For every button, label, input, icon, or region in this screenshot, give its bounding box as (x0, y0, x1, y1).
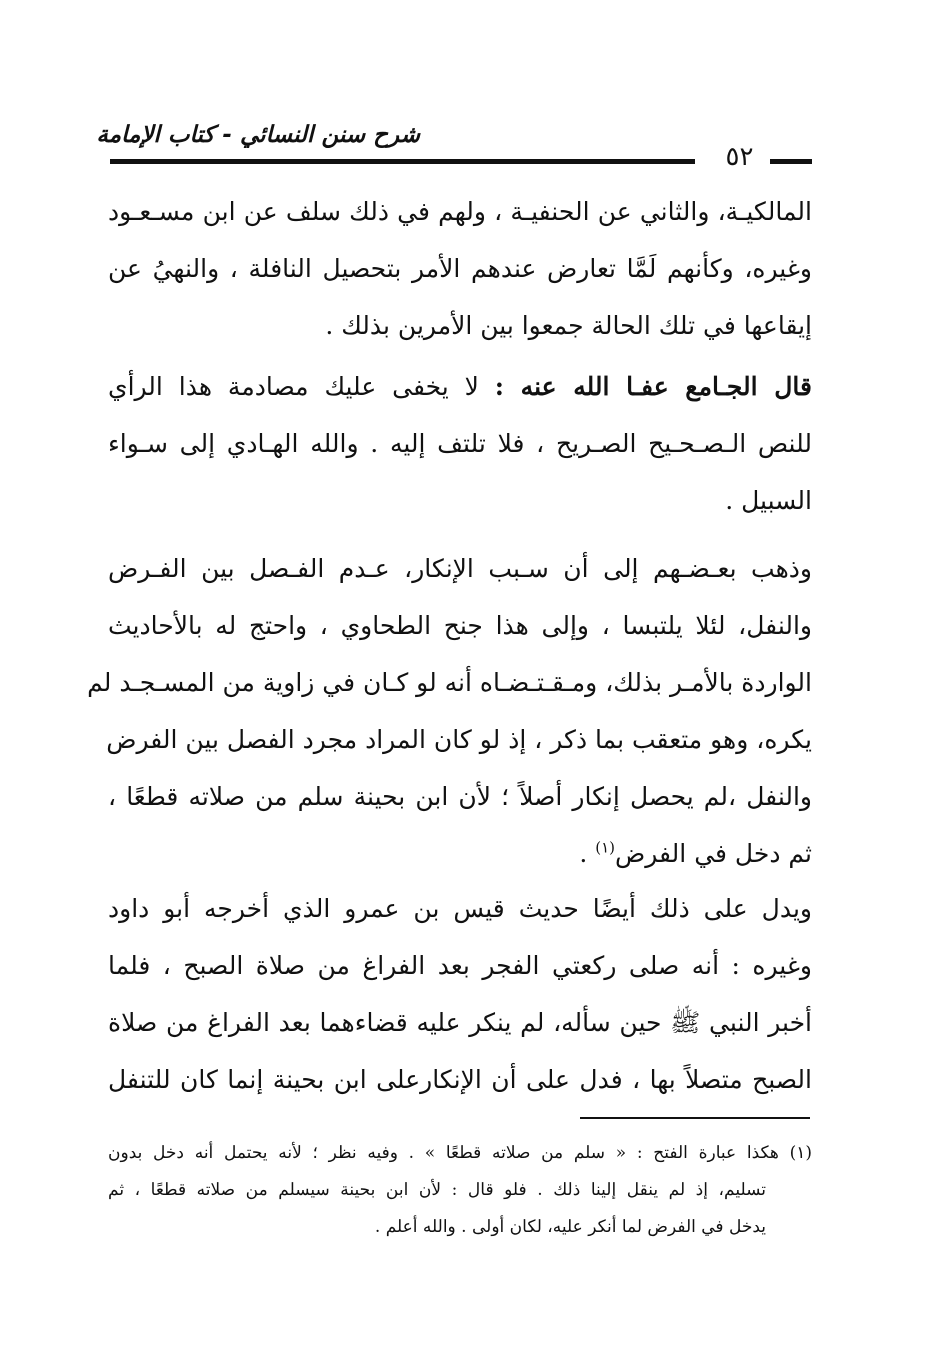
page-number: ٥٢ (725, 142, 754, 172)
text-line-start: ثم دخل في الفرض (615, 839, 812, 868)
text-line: المالكيـة، والثاني عن الحنفيـة ، ولهم في ذلك سلف عن ابن مسـعـود (108, 197, 812, 226)
text-line: إيقاعها في تلك الحالة جمعوا بين الأمرين بذلك . (325, 311, 812, 340)
footnote (108, 1135, 812, 1246)
text-line: والنفل، لئلا يلتبسا ، وإلى هذا جنح الطحاوي ، واحتج له بالأحاديث (108, 611, 812, 640)
speaker-label: قال الجـامع عفـا الله عنه : (494, 372, 812, 401)
text-line-end: . (579, 839, 596, 868)
footnote-line: تسليم، إذ لم ينقل إلينا ذلك . فلو قال : لأن ابن بحينة سيسلم من صلاته قطعًا ، ثم (108, 1180, 766, 1200)
text-line: وغيره، وكأنهم لَمَّا تعارض عندهم الأمر بتحصيل النافلة ، والنهيُ عن (108, 254, 812, 283)
text-line: ويدل على ذلك أيضًا حديث قيس بن عمرو الذي أخرجه أبو داود (108, 894, 812, 923)
text-line: السبيل . (725, 486, 812, 515)
footnote-rule (580, 1117, 810, 1119)
footnote-reference[interactable]: (١) (595, 838, 616, 857)
paragraph-1 (108, 183, 812, 354)
paragraph-3 (87, 540, 812, 882)
text-line: الواردة بالأمـر بذلك، ومـقـتـضـاه أنه لو كـان في زاوية من المسـجـد لم (87, 668, 812, 697)
text-line: الصبح متصلاً بها ، فدل على أن الإنكارعلى ابن بحينة إنما كان للتنفل (108, 1065, 812, 1094)
header-rule (110, 159, 695, 164)
text-line-rest: لا يخفى عليك مصادمة هذا الرأي (108, 372, 479, 401)
text-line (108, 358, 812, 415)
text-line: وذهب بعـضـهم إلى أن سـبب الإنكار، عـدم الفـصل بين الفـرض (108, 554, 812, 583)
header-rule-short (770, 159, 812, 164)
paragraph-2 (108, 358, 812, 529)
footnote-line: (١) هكذا عبارة الفتح : « سلم من صلاته قطعًا » . وفيه نظر ؛ لأنه يحتمل أنه دخل بدون (108, 1143, 812, 1163)
text-line: يكره، وهو متعقب بما ذكر ، إذ لو كان المراد مجرد الفصل بين الفرض (106, 725, 812, 754)
paragraph-4 (108, 880, 812, 1108)
footnote-line: يدخل في الفرض لما أنكر عليه، لكان أولى . والله أعلم . (374, 1217, 766, 1237)
text-line (108, 825, 812, 882)
text-line: للنص الـصـحـيح الصـريح ، فلا تلتف إليه . والله الهـادي إلى سـواء (108, 429, 812, 458)
running-title: شرح سنن النسائي - كتاب الإمامة (96, 122, 420, 148)
text-line: أخبر النبي ﷺ حين سأله، لم ينكر عليه قضاءهما بعد الفراغ من صلاة (108, 1008, 812, 1037)
text-line: وغيره : أنه صلى ركعتي الفجر بعد الفراغ من صلاة الصبح ، فلما (108, 951, 812, 980)
text-line: والنفل ،لم يحصل إنكار أصلاً ؛ لأن ابن بحينة سلم من صلاته قطعًا ، (108, 782, 812, 811)
